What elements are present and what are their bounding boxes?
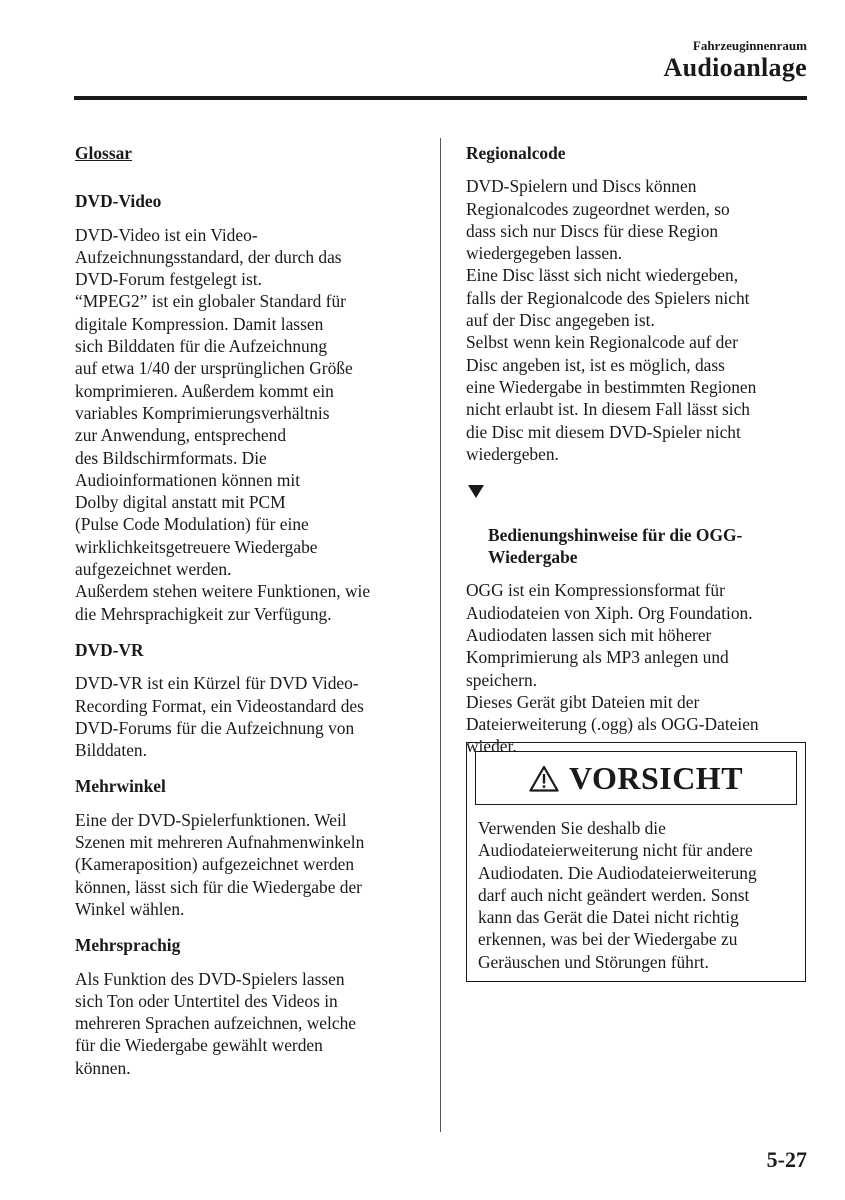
dvd-vr-heading: DVD-VR — [75, 639, 144, 660]
dvd-vr-text: DVD-VR ist ein Kürzel für DVD Video- Recording Format, ein Videostandard des DVD-Forums für die Aufzeichnung von Bilddaten. — [75, 673, 364, 761]
right-column — [466, 142, 796, 758]
mehrwinkel-text: Eine der DVD-Spielerfunktionen. Weil Szenen mit mehreren Aufnahmenwinkeln (Kameraposition) aufgezeichnet werden können, lässt sich für die Wiedergabe der Winkel wählen. — [75, 809, 365, 919]
ogg-heading — [466, 479, 796, 568]
header-section-label: Fahrzeuginnenraum — [692, 38, 807, 53]
dvd-video-heading: DVD-Video — [75, 191, 162, 212]
mehrsprachig-heading: Mehrsprachig — [75, 935, 181, 956]
regionalcode-heading: Regionalcode — [466, 143, 566, 163]
column-divider — [440, 138, 441, 1132]
dvd-video-text: DVD-Video ist ein Video- Aufzeichnungsstandard, der durch das DVD-Forum festgelegt ist. “MPEG2” ist ein globaler Standard für digitale Kompression. Damit lassen sich Bilddaten für die Aufzeichnung auf etwa 1/40 der ursprünglichen Größe komprimieren. Außerdem kommt ein variables Komprimierungsverhältnis zur Anwendung, entsprechend des Bildschirmformats. Die Audioinformationen können mit Dolby digital anstatt mit PCM (Pulse Code Modulation) für eine wirklichkeitsgetreuere Wiedergabe aufgezeichnet werden. Außerdem stehen weitere Funktionen, wie die Mehrsprachigkeit zur Verfügung. — [75, 224, 371, 624]
header-rule — [74, 96, 807, 100]
warning-triangle-icon — [529, 765, 559, 792]
caution-title-box — [475, 751, 797, 805]
caution-title: VORSICHT — [568, 759, 744, 796]
ogg-heading-label: Bedienungshinweise für die OGG- Wiedergabe — [488, 524, 743, 568]
page-title: Audioanlage — [663, 53, 807, 82]
caution-text: Verwenden Sie deshalb die Audiodateierweiterung nicht für andere Audiodaten. Die Audiodateierweiterung darf auch nicht geändert werden. Sonst kann das Gerät die Datei nicht richtig erkennen, was bei der Wiedergabe zu Geräuschen und Störungen führt. — [478, 818, 757, 972]
glossar-heading: Glossar — [75, 143, 133, 163]
left-column — [75, 142, 405, 1079]
down-triangle-icon — [468, 485, 484, 498]
page-number: 5-27 — [766, 1147, 807, 1172]
mehrsprachig-text: Als Funktion des DVD-Spielers lassen sich Ton oder Untertitel des Videos in mehreren Sprachen aufzeichnen, welche für die Wiedergabe gewählt werden können. — [75, 968, 356, 1078]
mehrwinkel-heading: Mehrwinkel — [75, 776, 166, 797]
caution-box — [466, 742, 806, 982]
ogg-text: OGG ist ein Kompressionsformat für Audiodateien von Xiph. Org Foundation. Audiodaten lassen sich mit höherer Komprimierung als MP3 anlegen und speichern. Dieses Gerät gibt Dateien mit der Dateierweiterung (.ogg) als OGG-Dateien wieder. — [466, 580, 759, 757]
regionalcode-text: DVD-Spielern und Discs können Regionalcodes zugeordnet werden, so dass sich nur Discs für diese Region wiedergegeben lassen. Eine Disc lässt sich nicht wiedergeben, falls der Regionalcode des Spielers nicht auf der Disc angegeben ist. Selbst wenn kein Regionalcode auf der Disc angeben ist, ist es möglich, dass eine Wiedergabe in bestimmten Regionen nicht erlaubt ist. In diesem Fall lässt sich die Disc mit diesem DVD-Spieler nicht wiedergeben. — [466, 176, 757, 464]
